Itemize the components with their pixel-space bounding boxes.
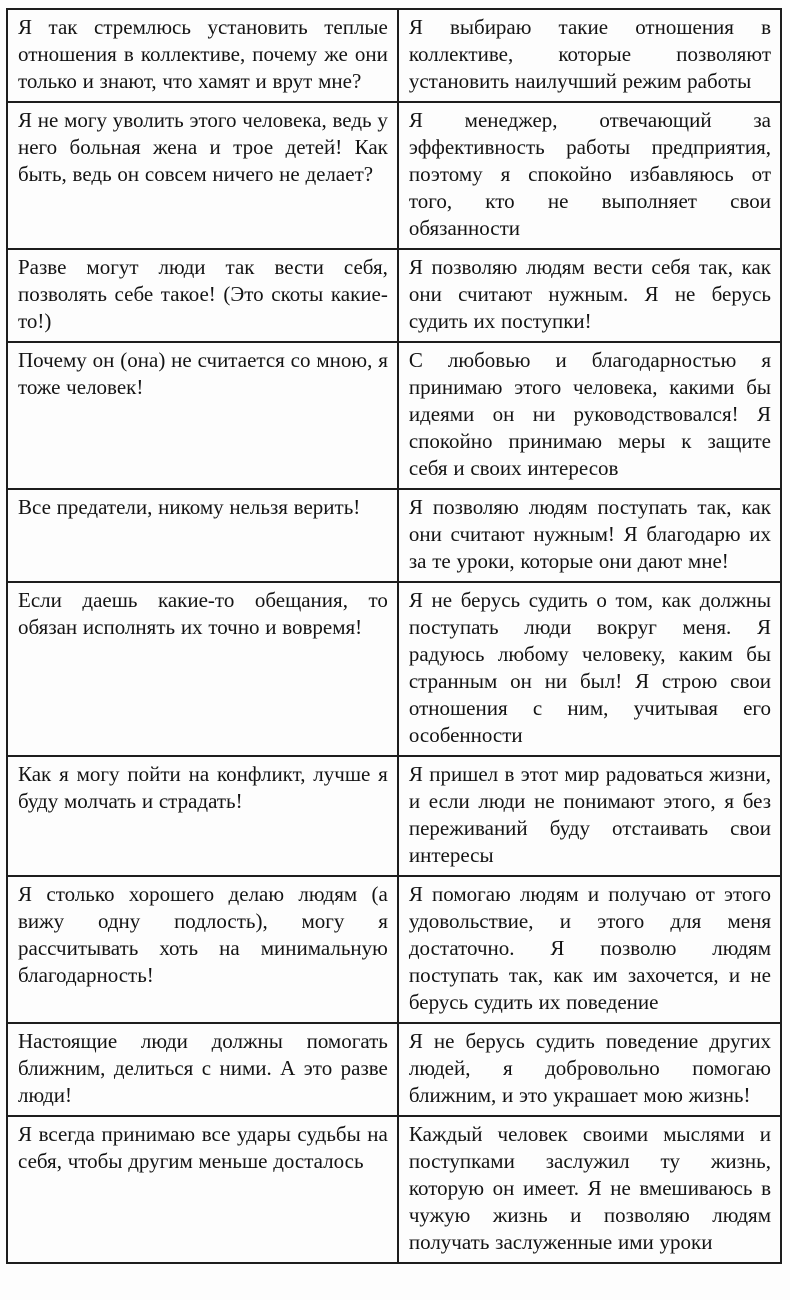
- beliefs-table-body: [7, 9, 781, 1263]
- negative-belief-cell: Я всегда принимаю все удары судьбы на себя, чтобы другим меньше досталось: [7, 1116, 398, 1263]
- positive-belief-cell: Я менеджер, отвечающий за эффективность работы предприятия, поэтому я спокойно избавляюсь от того, кто не выполняет свои обязанности: [398, 102, 781, 249]
- table-row: [7, 582, 781, 756]
- beliefs-comparison-table: [6, 8, 782, 1264]
- negative-belief-cell: Разве могут люди так вести себя, позволять себе такое! (Это скоты какие-то!): [7, 249, 398, 342]
- table-row: [7, 102, 781, 249]
- negative-belief-cell: Настоящие люди должны помогать ближним, делиться с ними. А это разве люди!: [7, 1023, 398, 1116]
- negative-belief-cell: Как я могу пойти на конфликт, лучше я буду молчать и страдать!: [7, 756, 398, 876]
- negative-belief-cell: Если даешь какие-то обещания, то обязан исполнять их точно и вовремя!: [7, 582, 398, 756]
- negative-belief-cell: Я столько хорошего делаю людям (а вижу одну подлость), могу я рассчитывать хоть на минимальную благодарность!: [7, 876, 398, 1023]
- positive-belief-cell: Я помогаю людям и получаю от этого удовольствие, и этого для меня достаточно. Я позволю людям поступать так, как им захочется, и не берусь судить их поведение: [398, 876, 781, 1023]
- positive-belief-cell: Я выбираю такие отношения в коллективе, которые позволяют установить наилучший режим работы: [398, 9, 781, 102]
- table-row: [7, 489, 781, 582]
- table-row: [7, 1116, 781, 1263]
- positive-belief-cell: Каждый человек своими мыслями и поступками заслужил ту жизнь, которую он имеет. Я не вмешиваюсь в чужую жизнь и позволяю людям получать заслуженные ими уроки: [398, 1116, 781, 1263]
- positive-belief-cell: С любовью и благодарностью я принимаю этого человека, какими бы идеями он ни руководствовался! Я спокойно принимаю меры к защите себя и своих интересов: [398, 342, 781, 489]
- positive-belief-cell: Я позволяю людям поступать так, как они считают нужным! Я благодарю их за те уроки, которые они дают мне!: [398, 489, 781, 582]
- table-row: [7, 342, 781, 489]
- negative-belief-cell: Я не могу уволить этого человека, ведь у него больная жена и трое детей! Как быть, ведь он совсем ничего не делает?: [7, 102, 398, 249]
- positive-belief-cell: Я пришел в этот мир радоваться жизни, и если люди не понимают этого, я без переживаний буду отстаивать свои интересы: [398, 756, 781, 876]
- table-row: [7, 876, 781, 1023]
- negative-belief-cell: Я так стремлюсь установить теплые отношения в коллективе, почему же они только и знают, что хамят и врут мне?: [7, 9, 398, 102]
- positive-belief-cell: Я не берусь судить о том, как должны поступать люди вокруг меня. Я радуюсь любому человеку, каким бы странным он ни был! Я строю свои отношения с ним, учитывая его особенности: [398, 582, 781, 756]
- negative-belief-cell: Все предатели, никому нельзя верить!: [7, 489, 398, 582]
- table-row: [7, 9, 781, 102]
- table-row: [7, 1023, 781, 1116]
- table-row: [7, 756, 781, 876]
- positive-belief-cell: Я не берусь судить поведение других людей, я добровольно помогаю ближним, и это украшает мою жизнь!: [398, 1023, 781, 1116]
- negative-belief-cell: Почему он (она) не считается со мною, я тоже человек!: [7, 342, 398, 489]
- table-row: [7, 249, 781, 342]
- positive-belief-cell: Я позволяю людям вести себя так, как они считают нужным. Я не берусь судить их поступки!: [398, 249, 781, 342]
